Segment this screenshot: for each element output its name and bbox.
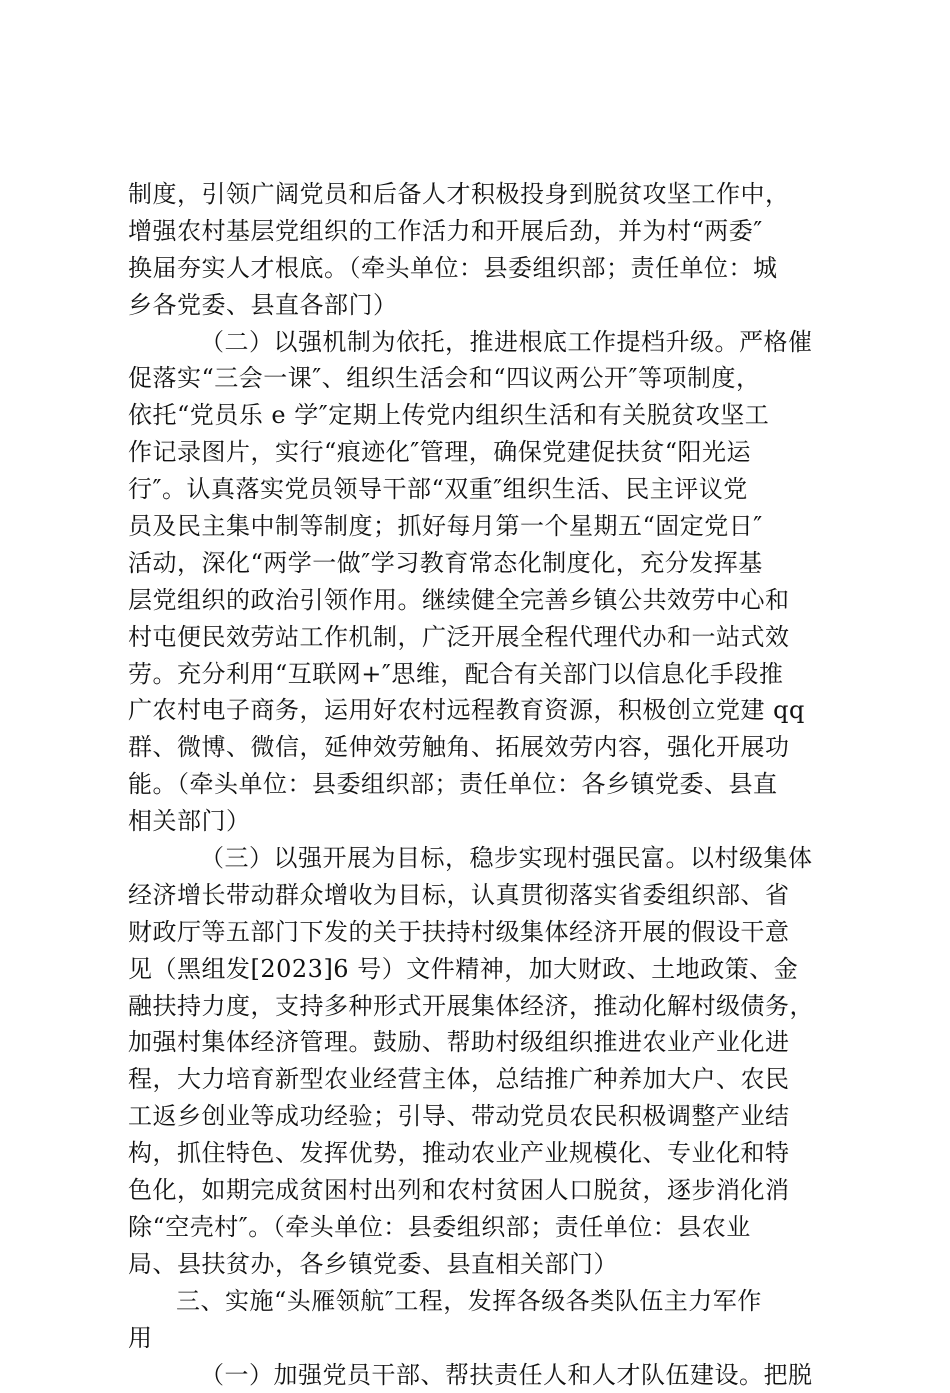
document-body [128,176,828,1393]
text-line: 用 [128,1320,828,1357]
text-line: 制度，引领广阔党员和后备人才积极投身到脱贫攻坚工作中， [128,176,828,213]
text-line: 依托“党员乐 e 学″定期上传党内组织生活和有关脱贫攻坚工 [128,397,828,434]
text-line: 活动，深化“两学一做″学习教育常态化制度化，充分发挥基 [128,545,828,582]
text-line: （三）以强开展为目标，稳步实现村强民富。以村级集体 [128,840,828,877]
text-line: 除“空壳村″。（牵头单位：县委组织部；责任单位：县农业 [128,1209,828,1246]
text-line: 融扶持力度，支持多种形式开展集体经济，推动化解村级债务， [128,988,828,1025]
text-line: 加强村集体经济管理。鼓励、帮助村级组织推进农业产业化进 [128,1024,828,1061]
text-line: 财政厅等五部门下发的关于扶持村级集体经济开展的假设干意 [128,914,828,951]
text-line: 劳。充分利用“互联网+″思维，配合有关部门以信息化手段推 [128,656,828,693]
text-line: 换届夯实人才根底。（牵头单位：县委组织部；责任单位：城 [128,250,828,287]
text-line: （二）以强机制为依托，推进根底工作提档升级。严格催 [128,324,828,361]
text-line: 广农村电子商务，运用好农村远程教育资源，积极创立党建 qq [128,692,828,729]
text-line: 作记录图片，实行“痕迹化″管理，确保党建促扶贫“阳光运 [128,434,828,471]
text-line: 见（黑组发[2023]6 号）文件精神，加大财政、土地政策、金 [128,951,828,988]
text-line: 员及民主集中制等制度；抓好每月第一个星期五“固定党日″ [128,508,828,545]
text-line: 经济增长带动群众增收为目标，认真贯彻落实省委组织部、省 [128,877,828,914]
text-line: 三、实施“头雁领航″工程，发挥各级各类队伍主力军作 [128,1283,828,1320]
text-line: 局、县扶贫办，各乡镇党委、县直相关部门） [128,1246,828,1283]
text-line: 乡各党委、县直各部门） [128,287,828,324]
text-line: 行″。认真落实党员领导干部“双重″组织生活、民主评议党 [128,471,828,508]
text-line: 能。（牵头单位：县委组织部；责任单位：各乡镇党委、县直 [128,766,828,803]
text-line: 色化，如期完成贫困村出列和农村贫困人口脱贫，逐步消化消 [128,1172,828,1209]
text-line: 层党组织的政治引领作用。继续健全完善乡镇公共效劳中心和 [128,582,828,619]
text-line: 工返乡创业等成功经验；引导、带动党员农民积极调整产业结 [128,1098,828,1135]
text-line: 程，大力培育新型农业经营主体，总结推广种养加大户、农民 [128,1061,828,1098]
text-line: 构，抓住特色、发挥优势，推动农业产业规模化、专业化和特 [128,1135,828,1172]
text-line: 相关部门） [128,803,828,840]
text-line: （一）加强党员干部、帮扶责任人和人才队伍建设。把脱 [128,1357,828,1393]
text-line: 促落实“三会一课″、组织生活会和“四议两公开″等项制度， [128,360,828,397]
text-line: 群、微博、微信，延伸效劳触角、拓展效劳内容，强化开展功 [128,729,828,766]
text-line: 村屯便民效劳站工作机制，广泛开展全程代理代办和一站式效 [128,619,828,656]
text-line: 增强农村基层党组织的工作活力和开展后劲，并为村“两委″ [128,213,828,250]
